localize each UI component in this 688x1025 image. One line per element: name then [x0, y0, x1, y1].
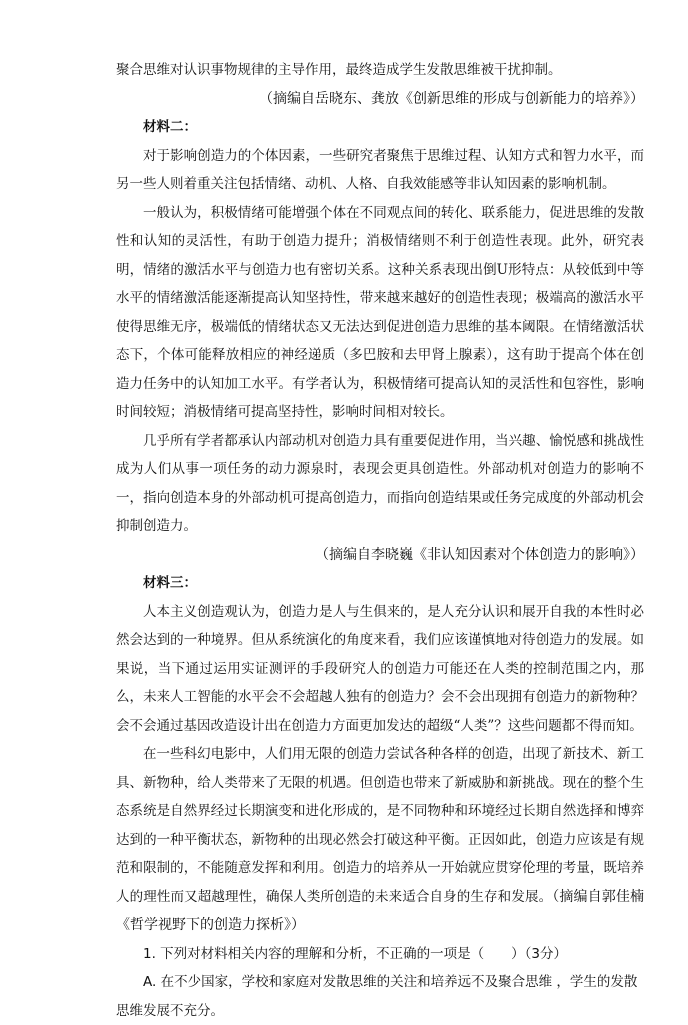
source-citation-1: （摘编自岳晓东、龚放《创新思维的形成与创新能力的培养》） — [259, 90, 644, 107]
material-two-paragraph-1: 对于影响创造力的个体因素，一些研究者聚焦于思维过程、认知方式和智力水平，而另一些人则着重关注包括情绪、动机、人格、自我效能感等非认知因素的影响机制。 — [116, 147, 644, 192]
question-1: 1. 下列对材料相关内容的理解和分析，不正确的一项是（ ）（3分） — [143, 945, 568, 962]
material-three-paragraph-2 — [116, 740, 644, 940]
material-three-paragraph-2-body: 在一些科幻电影中，人们用无限的创造力尝试各种各样的创造，出现了新技术、新工具、新物种，给人类带来了无限的机遇。但创造也带来了新威胁和新挑战。现在的整个生态系统是自然界经过长期演变和进化形成的，是不同物种和环境经过长期自然选择和博弈达到的一种平衡状态，新物种的出现必然会打破这种平衡。正因如此，创造力应该是有规范和限制的，不能随意发挥和利用。创造力的培养从一开始就应贯穿伦理的考量，既培养人的理性而又超越理性，确保人类所创造的未来适合自身的生存和发展。 — [116, 746, 644, 905]
paragraph-continuation: 聚合思维对认识事物规律的主导作用，最终造成学生发散思维被干扰抑制。 — [116, 62, 562, 78]
source-citation-3: （摘编自郭佳楠《哲学视野下的创造力探析》） — [116, 888, 645, 933]
material-two-paragraph-3: 几乎所有学者都承认内部动机对创造力具有重要促进作用，当兴趣、愉悦感和挑战性成为人们从事一项任务的动力源泉时，表现会更具创造性。外部动机对创造力的影响不一，指向创造本身的外部动机可提高创造力，而指向创造结果或任务完成度的外部动机会抑制创造力。 — [116, 432, 644, 534]
material-two-heading: 材料二： — [143, 119, 197, 135]
material-three-paragraph-1: 人本主义创造观认为，创造力是人与生俱来的，是人充分认识和展开自我的本性时必然会达到的一种境界。但从系统演化的角度来看，我们应该谨慎地对待创造力的发展。如果说，当下通过运用实证测评的手段研究人的创造力可能还在人类的控制范围之内，那么，未来人工智能的水平会不会超越人独有的创造力？会不会出现拥有创造力的新物种？会不会通过基因改造设计出在创造力方面更加发达的超级“人类”？这些问题都不得而知。 — [116, 603, 644, 734]
material-two-paragraph-2: 一般认为，积极情绪可能增强个体在不同观点间的转化、联系能力，促进思维的发散性和认知的灵活性，有助于创造力提升；消极情绪则不利于创造性表现。此外，研究表明，情绪的激活水平与创造力也有密切关系。这种关系表现出倒U形特点：从较低到中等水平的情绪激活能逐渐提高认知坚持性，带来越来越好的创造性表现；极端高的激活水平使得思维无序，极端低的情绪状态又无法达到促进创造力思维的基本阈限。在情绪激活状态下，个体可能释放相应的神经递质（多巴胺和去甲肾上腺素），这有助于提高个体在创造力任务中的认知加工水平。有学者认为，积极情绪可提高认知的灵活性和包容性，影响时间较短；消极情绪可提高坚持性，影响时间相对较长。 — [116, 204, 644, 420]
question-1-option-a: A. 在不少国家，学校和家庭对发散思维的关注和培养远不及聚合思维 ，学生的发散思维发展不充分。 — [116, 974, 638, 1019]
material-three-heading: 材料三： — [143, 575, 197, 591]
source-citation-2: （摘编自李晓巍《非认知因素对个体创造力的影响》） — [315, 546, 644, 563]
